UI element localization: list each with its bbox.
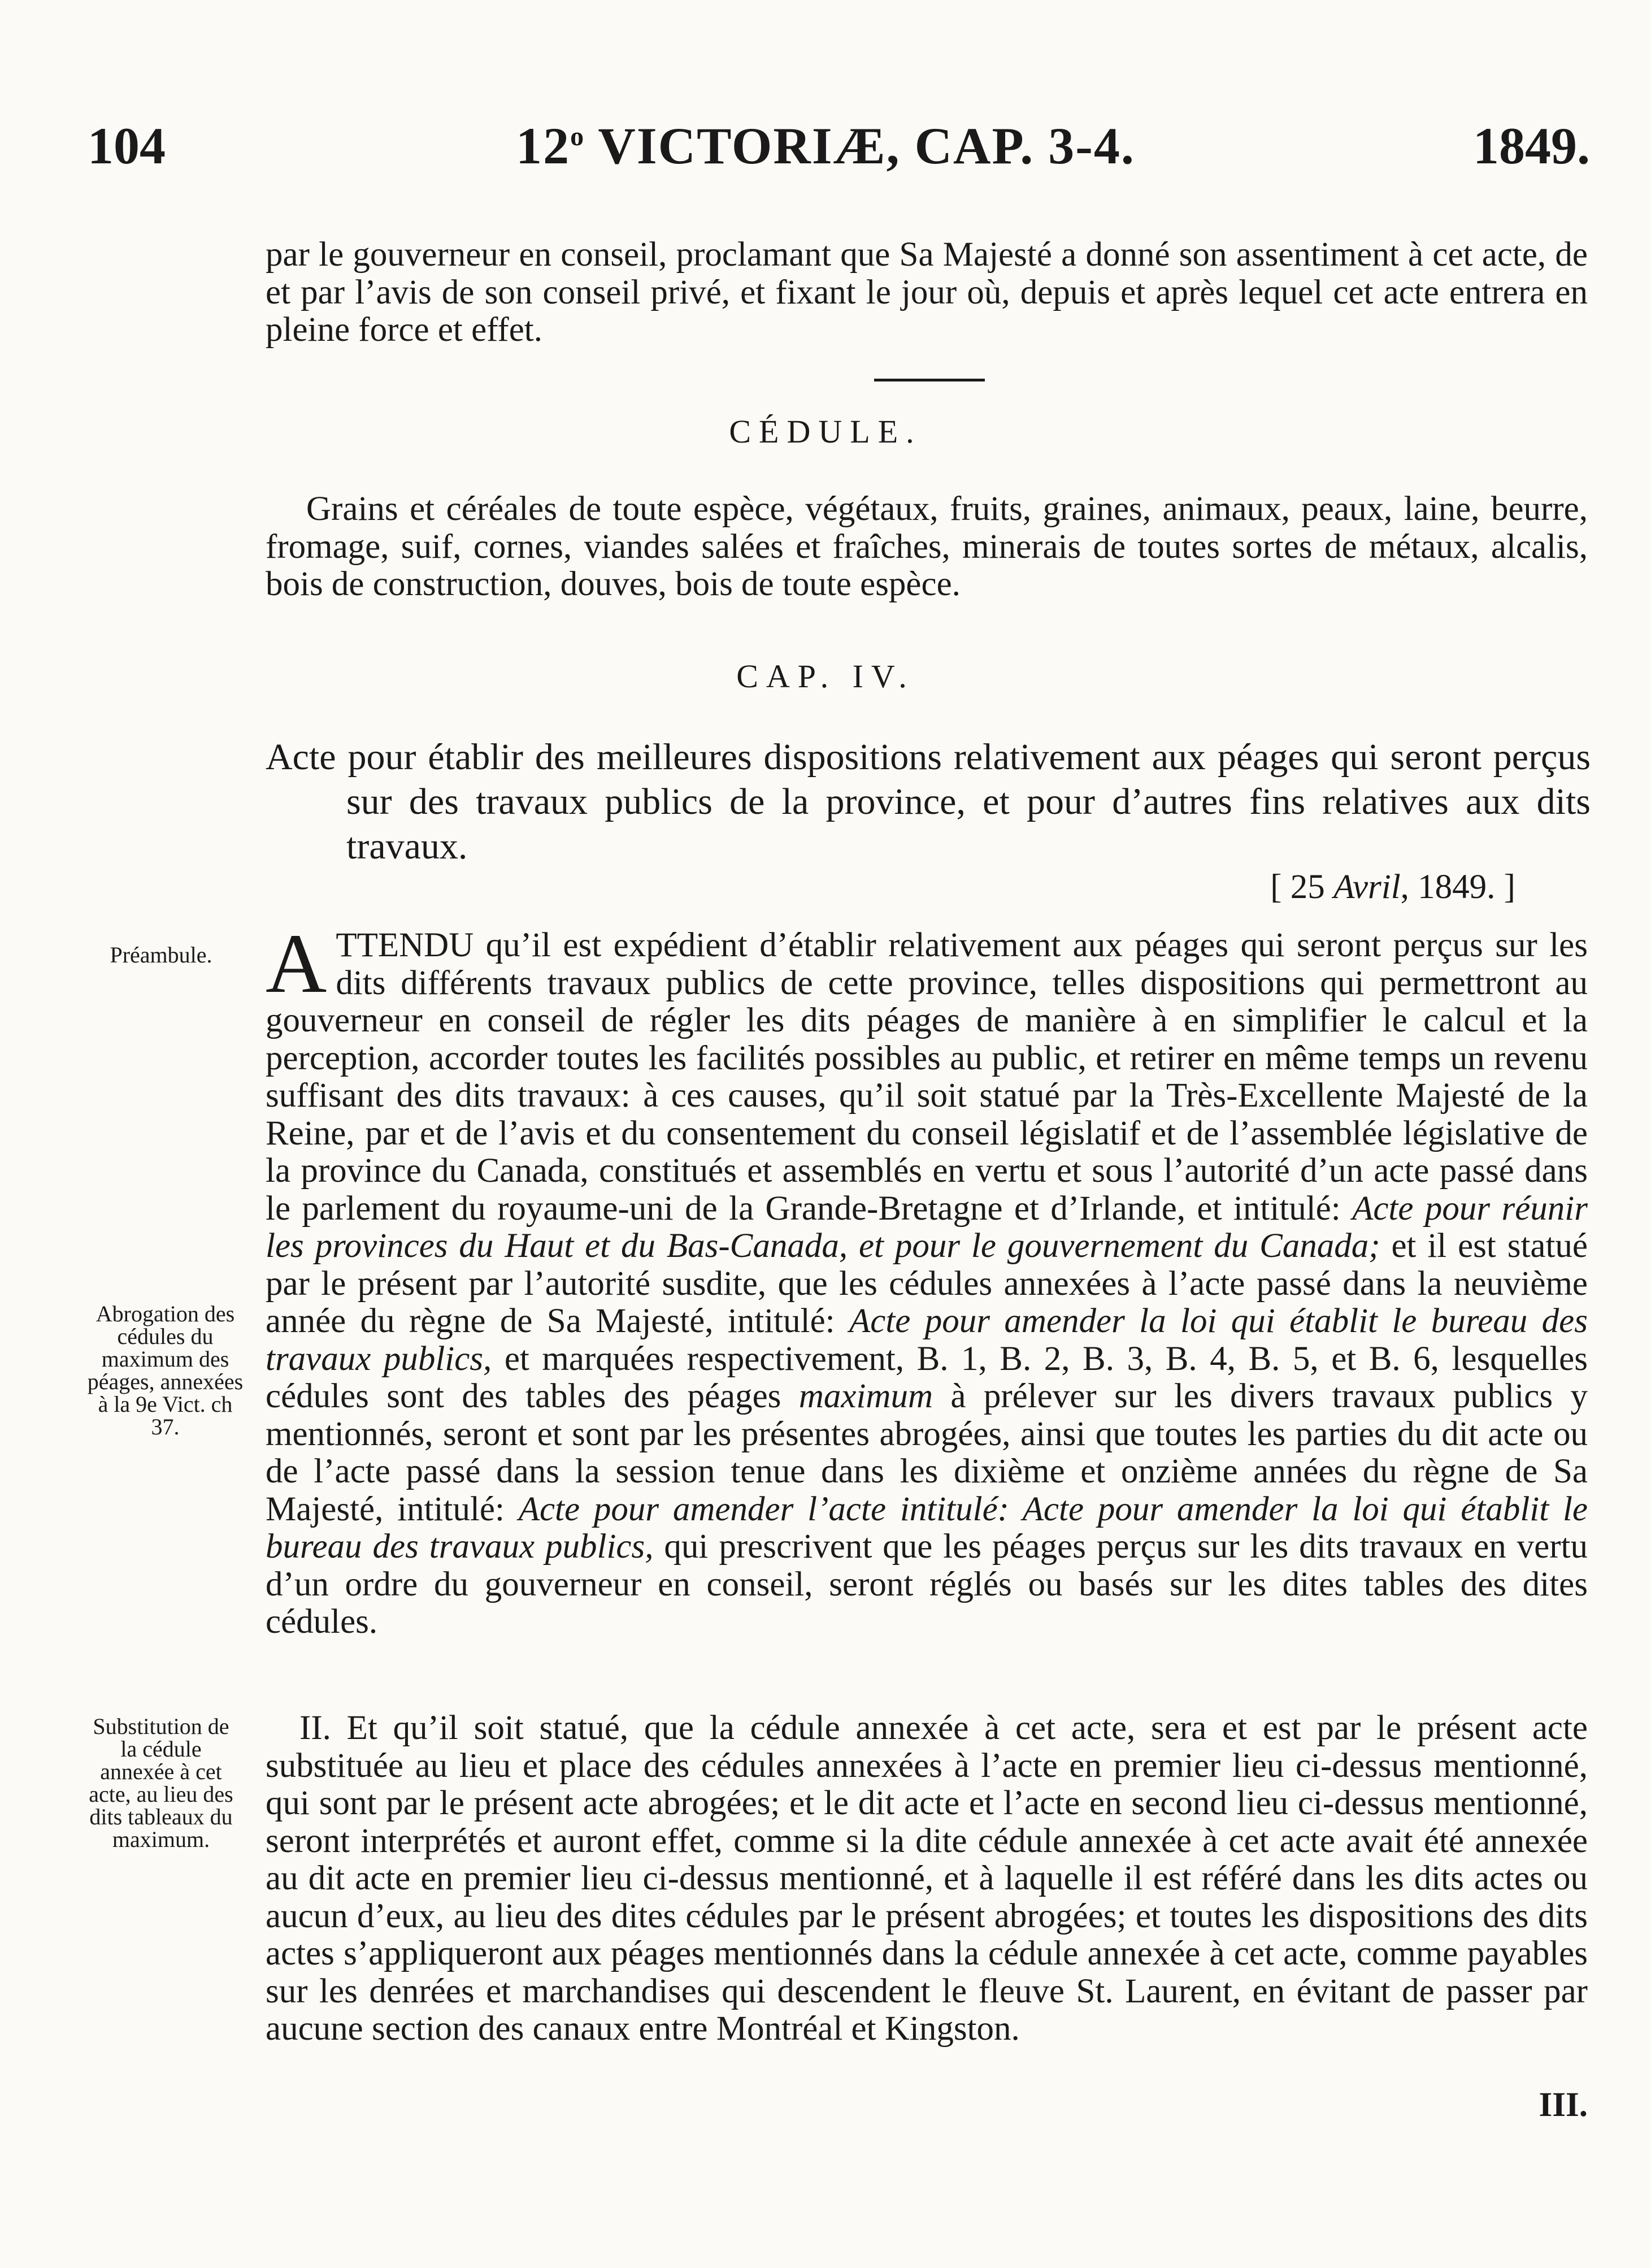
preamble-run-5: qui prescrivent que les péages perçus sur les dits travaux en vertu d’un ordre du gouverneur en conseil, seront réglés ou basés sur les dites tables des dites cédules. <box>266 1528 1588 1641</box>
margin-note-preambule: Préambule. <box>110 942 212 968</box>
intro-text: par le gouverneur en conseil, proclamant que Sa Majesté a donné son assentiment à cet acte, de et par l’avis de son conseil privé, et fixant le jour où, depuis et après lequel cet acte entrera en pleine force et effet. <box>266 236 1588 349</box>
margin-note-substitution: Substitution de la cédule annexée à cet acte, au lieu des dits tableaux du maximum. <box>89 1714 233 1852</box>
preamble-paragraph <box>266 917 1588 1641</box>
title-regnal-number: 12 <box>516 117 571 175</box>
section-2-paragraph <box>266 1710 1588 2048</box>
preamble-run-4: à prélever sur les divers travaux publics y mentionnés, seront et sont par les présentes abrogées, ainsi que toutes les parties du dit acte ou de l’acte passé dans la session tenue dans les dixième et onzième années du règne de Sa Majesté, intitulé: <box>266 1377 1588 1528</box>
preamble-italic-4: Acte pour amender l’acte intitulé: Acte pour amender la loi qui établit le bureau des travaux publics, <box>266 1490 1588 1566</box>
preamble-run-1: TTENDU qu’il est expédient d’établir relativement aux péages qui seront perçus sur les dits différents travaux publics de cette province, telles dispositions qui permettront au gouverneur en conseil de régler les dits péages de manière à en simplifier le calcul et la perception, accorder toutes les facilités possibles au public, et retirer en même temps un revenu suffisant des dits travaux: à ces causes, qu’il soit statué par la Très-Excellente Majesté de la Reine, par et de l’avis et du consentement du conseil législatif et de l’assemblée législative de la province du Canada, constitués et assemblés en vertu et sous l’autorité d’un acte passé dans le parlement du royaume-uni de la Grande-Bretagne et d’Irlande, et intitulé: <box>266 926 1588 1228</box>
preamble-run-2: et il est statué par le présent par l’autorité susdite, que les cédules annexées à l’acte passé dans la neuvième année du règne de Sa Majesté, intitulé: <box>266 1227 1588 1340</box>
cedule-paragraph <box>266 491 1588 604</box>
preamble-run-3: et marquées respectivement, B. 1, B. 2, B. 3, B. 4, B. 5, et B. 6, lesquelles cédules sont des tables des péages <box>266 1339 1588 1415</box>
preamble-italic-1: Acte pour réunir les provinces du Haut et du Bas-Canada, et pour le gouvernement du Canada; <box>266 1189 1588 1265</box>
running-title <box>0 116 1651 176</box>
intro-paragraph <box>266 236 1588 349</box>
running-head <box>0 116 1651 184</box>
chapter-heading: CAP. IV. <box>736 658 915 695</box>
date-close: , 1849. ] <box>1400 868 1515 906</box>
assent-date <box>1270 868 1515 907</box>
title-superscript: o <box>570 122 585 151</box>
preamble-italic-2: Acte pour amender la loi qui établit le bureau des travaux publics, <box>266 1302 1588 1378</box>
catchword: III. <box>1539 2086 1588 2124</box>
date-open: [ 25 <box>1270 868 1334 906</box>
title-text: VICTORIÆ, CAP. 3-4. <box>585 117 1135 175</box>
drop-cap: A <box>266 917 327 1011</box>
cedule-heading: CÉDULE. <box>729 413 922 450</box>
margin-note-abrogation: Abrogation des cédules du maximum des péages, annexées à la 9e Vict. ch 37. <box>87 1301 244 1439</box>
section-2-text: II. Et qu’il soit statué, que la cédule annexée à cet acte, sera et est par le présent acte substituée au lieu et place des cédules annexées à l’acte en premier lieu ci-dessus mentionné, qui sont par le présent acte abrogées; et le dit acte et l’acte en second lieu ci-dessus mentionné, seront interprétés et auront effet, comme si la dite cédule annexée à cet acte avait été annexée au dit acte en premier lieu ci-dessus mentionné, et à laquelle il est référé dans les dits actes ou aucun d’eux, au lieu des dites cédules par le présent abrogées; et toutes les dispositions des dits actes s’appliqueront aux péages mentionnés dans la cédule annexée à cet acte, comme payables sur les denrées et marchandises qui descendent le fleuve St. Laurent, en évitant de passer par aucune section des canaux entre Montréal et Kingston. <box>266 1709 1588 2048</box>
act-title: Acte pour établir des meilleures dispositions relativement aux péages qui seront perçus sur des travaux publics de la province, et pour d’autres fins relatives aux dits travaux. <box>266 736 1591 867</box>
preamble-italic-3: maximum <box>798 1377 933 1415</box>
date-month: Avril <box>1333 868 1401 906</box>
preamble-text <box>266 917 1588 1641</box>
section-divider <box>874 379 985 381</box>
cedule-text: Grains et céréales de toute espèce, végétaux, fruits, graines, animaux, peaux, laine, beurre, fromage, suif, cornes, viandes salées et fraîches, minerais de toutes sortes de métaux, alcalis, bois de construction, douves, bois de toute espèce. <box>266 490 1588 603</box>
page-number: 104 <box>88 117 166 175</box>
running-year: 1849. <box>1473 117 1590 175</box>
act-title-block <box>266 735 1591 869</box>
